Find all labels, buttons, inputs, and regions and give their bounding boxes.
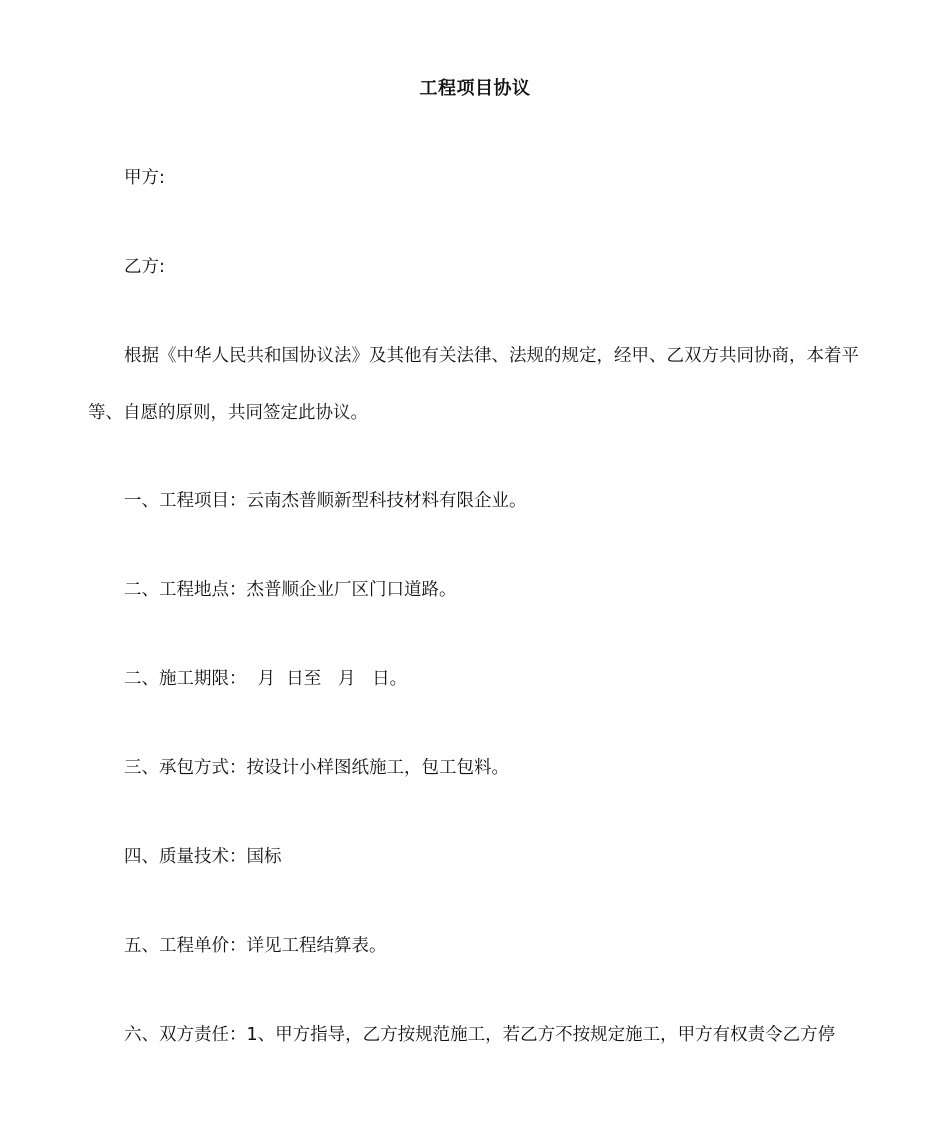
document-title: 工程项目协议 — [419, 78, 531, 99]
clause-quality: 四、质量技术：国标 — [124, 847, 282, 867]
party-b-label: 乙方: — [124, 257, 165, 277]
clause-location: 二、工程地点：杰普顺企业厂区门口道路。 — [124, 580, 457, 600]
clause-contract-method: 三、承包方式：按设计小样图纸施工，包工包料。 — [124, 758, 509, 778]
clause-responsibilities: 六、双方责任：1、甲方指导，乙方按规范施工，若乙方不按规定施工，甲方有权责令乙方停 — [124, 1025, 836, 1045]
clause-unit-price: 五、工程单价：详见工程结算表。 — [124, 936, 387, 956]
clause-period: 二、施工期限： 月 日至 月 日。 — [124, 669, 408, 689]
preamble-paragraph: 根据《中华人民共和国协议法》及其他有关法律、法规的规定，经甲、乙双方共同协商，本着平等、自愿的原则，共同签定此协议。 — [88, 346, 859, 423]
party-a-label: 甲方: — [124, 168, 165, 188]
clause-project: 一、工程项目：云南杰普顺新型科技材料有限企业。 — [124, 491, 527, 511]
